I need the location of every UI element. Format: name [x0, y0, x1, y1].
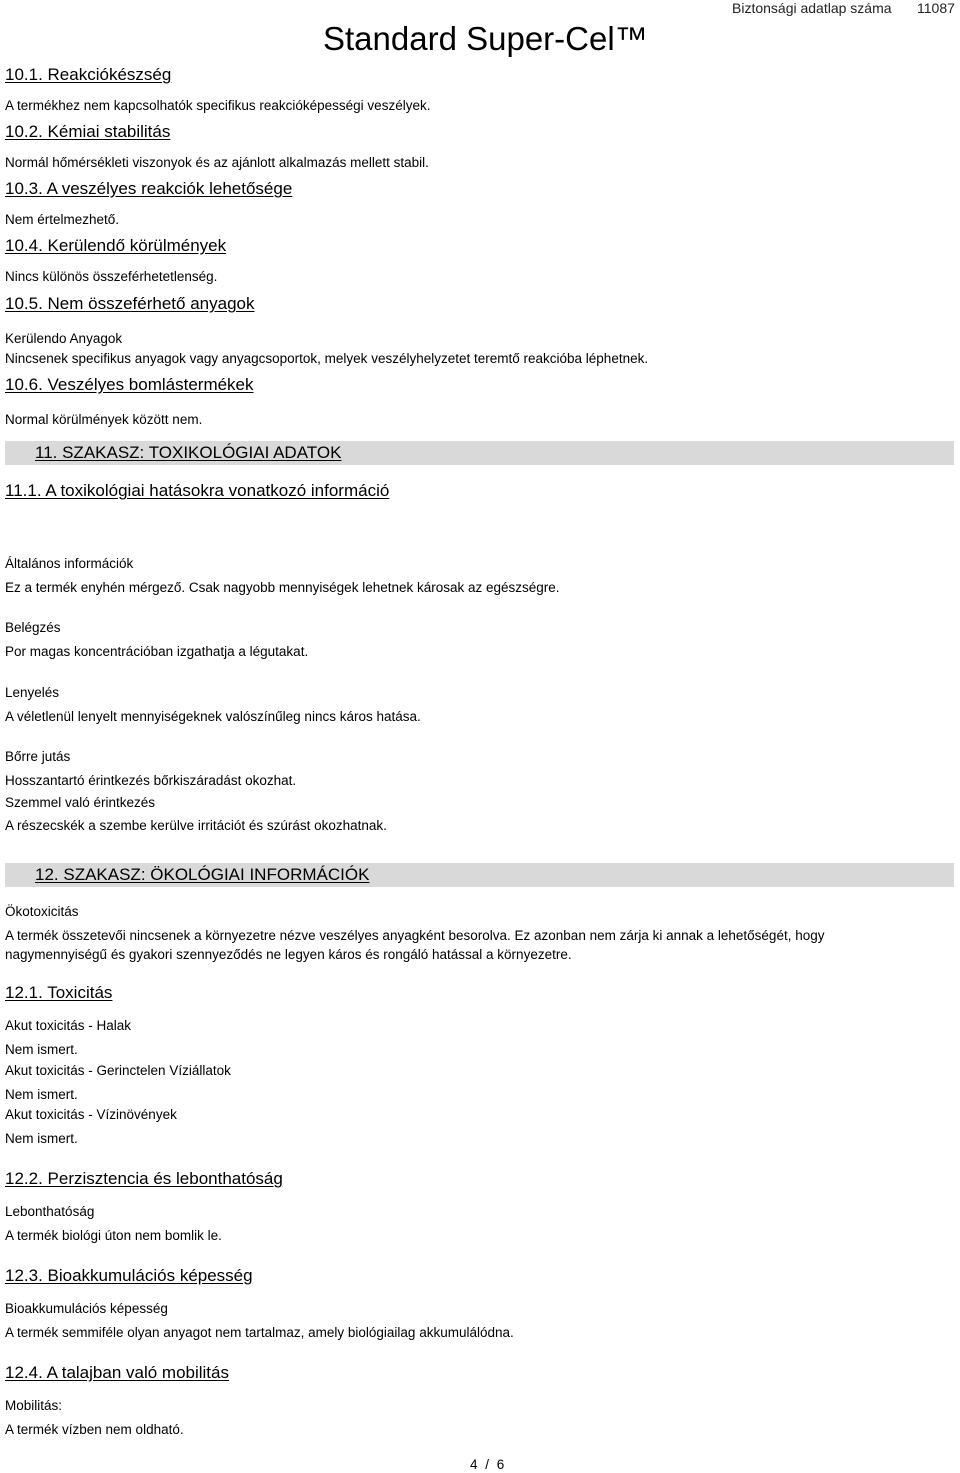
text-ecotoxicity-line-2: nagymennyiségű és gyakori szennyeződés ne legyen káros és rongáló hatással a környezetre.: [5, 947, 572, 962]
label-acute-fish: Akut toxicitás - Halak: [5, 1018, 132, 1033]
text-10-1: A termékhez nem kapcsolhatók specifikus reakcióképességi veszélyek.: [5, 98, 431, 113]
text-general-info: Ez a termék enyhén mérgező. Csak nagyobb mennyiségek lehetnek károsak az egészségre.: [5, 580, 560, 595]
heading-10-6: 10.6. Veszélyes bomlástermékek: [5, 375, 254, 394]
heading-12-2: 12.2. Perzisztencia és lebonthatóság: [5, 1169, 283, 1188]
label-ingestion: Lenyelés: [5, 685, 60, 700]
text-inhalation: Por magas koncentrációban izgathatja a légutakat.: [5, 644, 309, 659]
label-degradability: Lebonthatóság: [5, 1204, 95, 1219]
heading-10-2: 10.2. Kémiai stabilitás: [5, 122, 171, 141]
heading-12-4: 12.4. A talajban való mobilitás: [5, 1363, 229, 1382]
heading-10-5: 10.5. Nem összeférhető anyagok: [5, 294, 255, 313]
heading-10-3: 10.3. A veszélyes reakciók lehetősége: [5, 179, 293, 198]
product-title: Standard Super-Cel™: [323, 20, 648, 57]
text-mobility: A termék vízben nem oldható.: [5, 1422, 184, 1437]
text-10-6: Normal körülmények között nem.: [5, 412, 203, 427]
label-ecotoxicity: Ökotoxicitás: [5, 904, 79, 919]
label-acute-plants: Akut toxicitás - Vízinövények: [5, 1107, 177, 1122]
text-10-5: Nincsenek specifikus anyagok vagy anyagcsoportok, melyek veszélyhelyzetet teremtő reakcióba léphetnek.: [5, 351, 649, 366]
text-bioaccumulation: A termék semmiféle olyan anyagot nem tartalmaz, amely biológiailag akkumulálódna.: [5, 1325, 514, 1340]
heading-10-1: 10.1. Reakciókészség: [5, 65, 172, 84]
sds-number: 11087: [917, 0, 955, 16]
text-10-2: Normál hőmérsékleti viszonyok és az ajánlott alkalmazás mellett stabil.: [5, 155, 429, 170]
label-eye-contact: Szemmel való érintkezés: [5, 795, 156, 810]
section-12-title: 12. SZAKASZ: ÖKOLÓGIAI INFORMÁCIÓK: [35, 865, 370, 884]
text-ingestion: A véletlenül lenyelt mennyiségeknek valószínűleg nincs káros hatása.: [5, 709, 421, 724]
heading-12-1: 12.1. Toxicitás: [5, 983, 113, 1002]
label-mobility: Mobilitás:: [5, 1398, 63, 1413]
label-acute-invertebrates: Akut toxicitás - Gerinctelen Víziállatok: [5, 1063, 231, 1078]
text-skin-contact: Hosszantartó érintkezés bőrkiszáradást okozhat.: [5, 773, 297, 788]
text-10-4: Nincs különös összeférhetetlenség.: [5, 269, 218, 284]
label-inhalation: Belégzés: [5, 620, 61, 635]
text-10-3: Nem értelmezhető.: [5, 212, 120, 227]
section-11-title: 11. SZAKASZ: TOXIKOLÓGIAI ADATOK: [35, 443, 342, 462]
text-eye-contact: A részecskék a szembe kerülve irritációt és szúrást okozhatnak.: [5, 818, 387, 833]
label-10-5: Kerülendo Anyagok: [5, 331, 123, 346]
heading-10-4: 10.4. Kerülendő körülmények: [5, 236, 227, 255]
heading-12-3: 12.3. Bioakkumulációs képesség: [5, 1266, 253, 1285]
heading-11-1: 11.1. A toxikológiai hatásokra vonatkozó információ: [5, 481, 390, 500]
sds-label: Biztonsági adatlap száma: [732, 0, 892, 16]
text-degradability: A termék biológi úton nem bomlik le.: [5, 1228, 222, 1243]
text-ecotoxicity-line-1: A termék összetevői nincsenek a környezetre nézve veszélyes anyagként besorolva. Ez azonban nem zárja ki annak a lehetőségét, hogy: [5, 928, 825, 943]
value-acute-plants: Nem ismert.: [5, 1131, 78, 1146]
value-acute-invertebrates: Nem ismert.: [5, 1087, 78, 1102]
label-general-info: Általános információk: [5, 556, 134, 571]
value-acute-fish: Nem ismert.: [5, 1042, 78, 1057]
label-bioaccumulation: Bioakkumulációs képesség: [5, 1301, 168, 1316]
section-12-band: [5, 863, 954, 887]
section-11-band: [5, 441, 954, 465]
label-skin-contact: Bőrre jutás: [5, 749, 71, 764]
page-number: 4 / 6: [470, 1457, 505, 1472]
